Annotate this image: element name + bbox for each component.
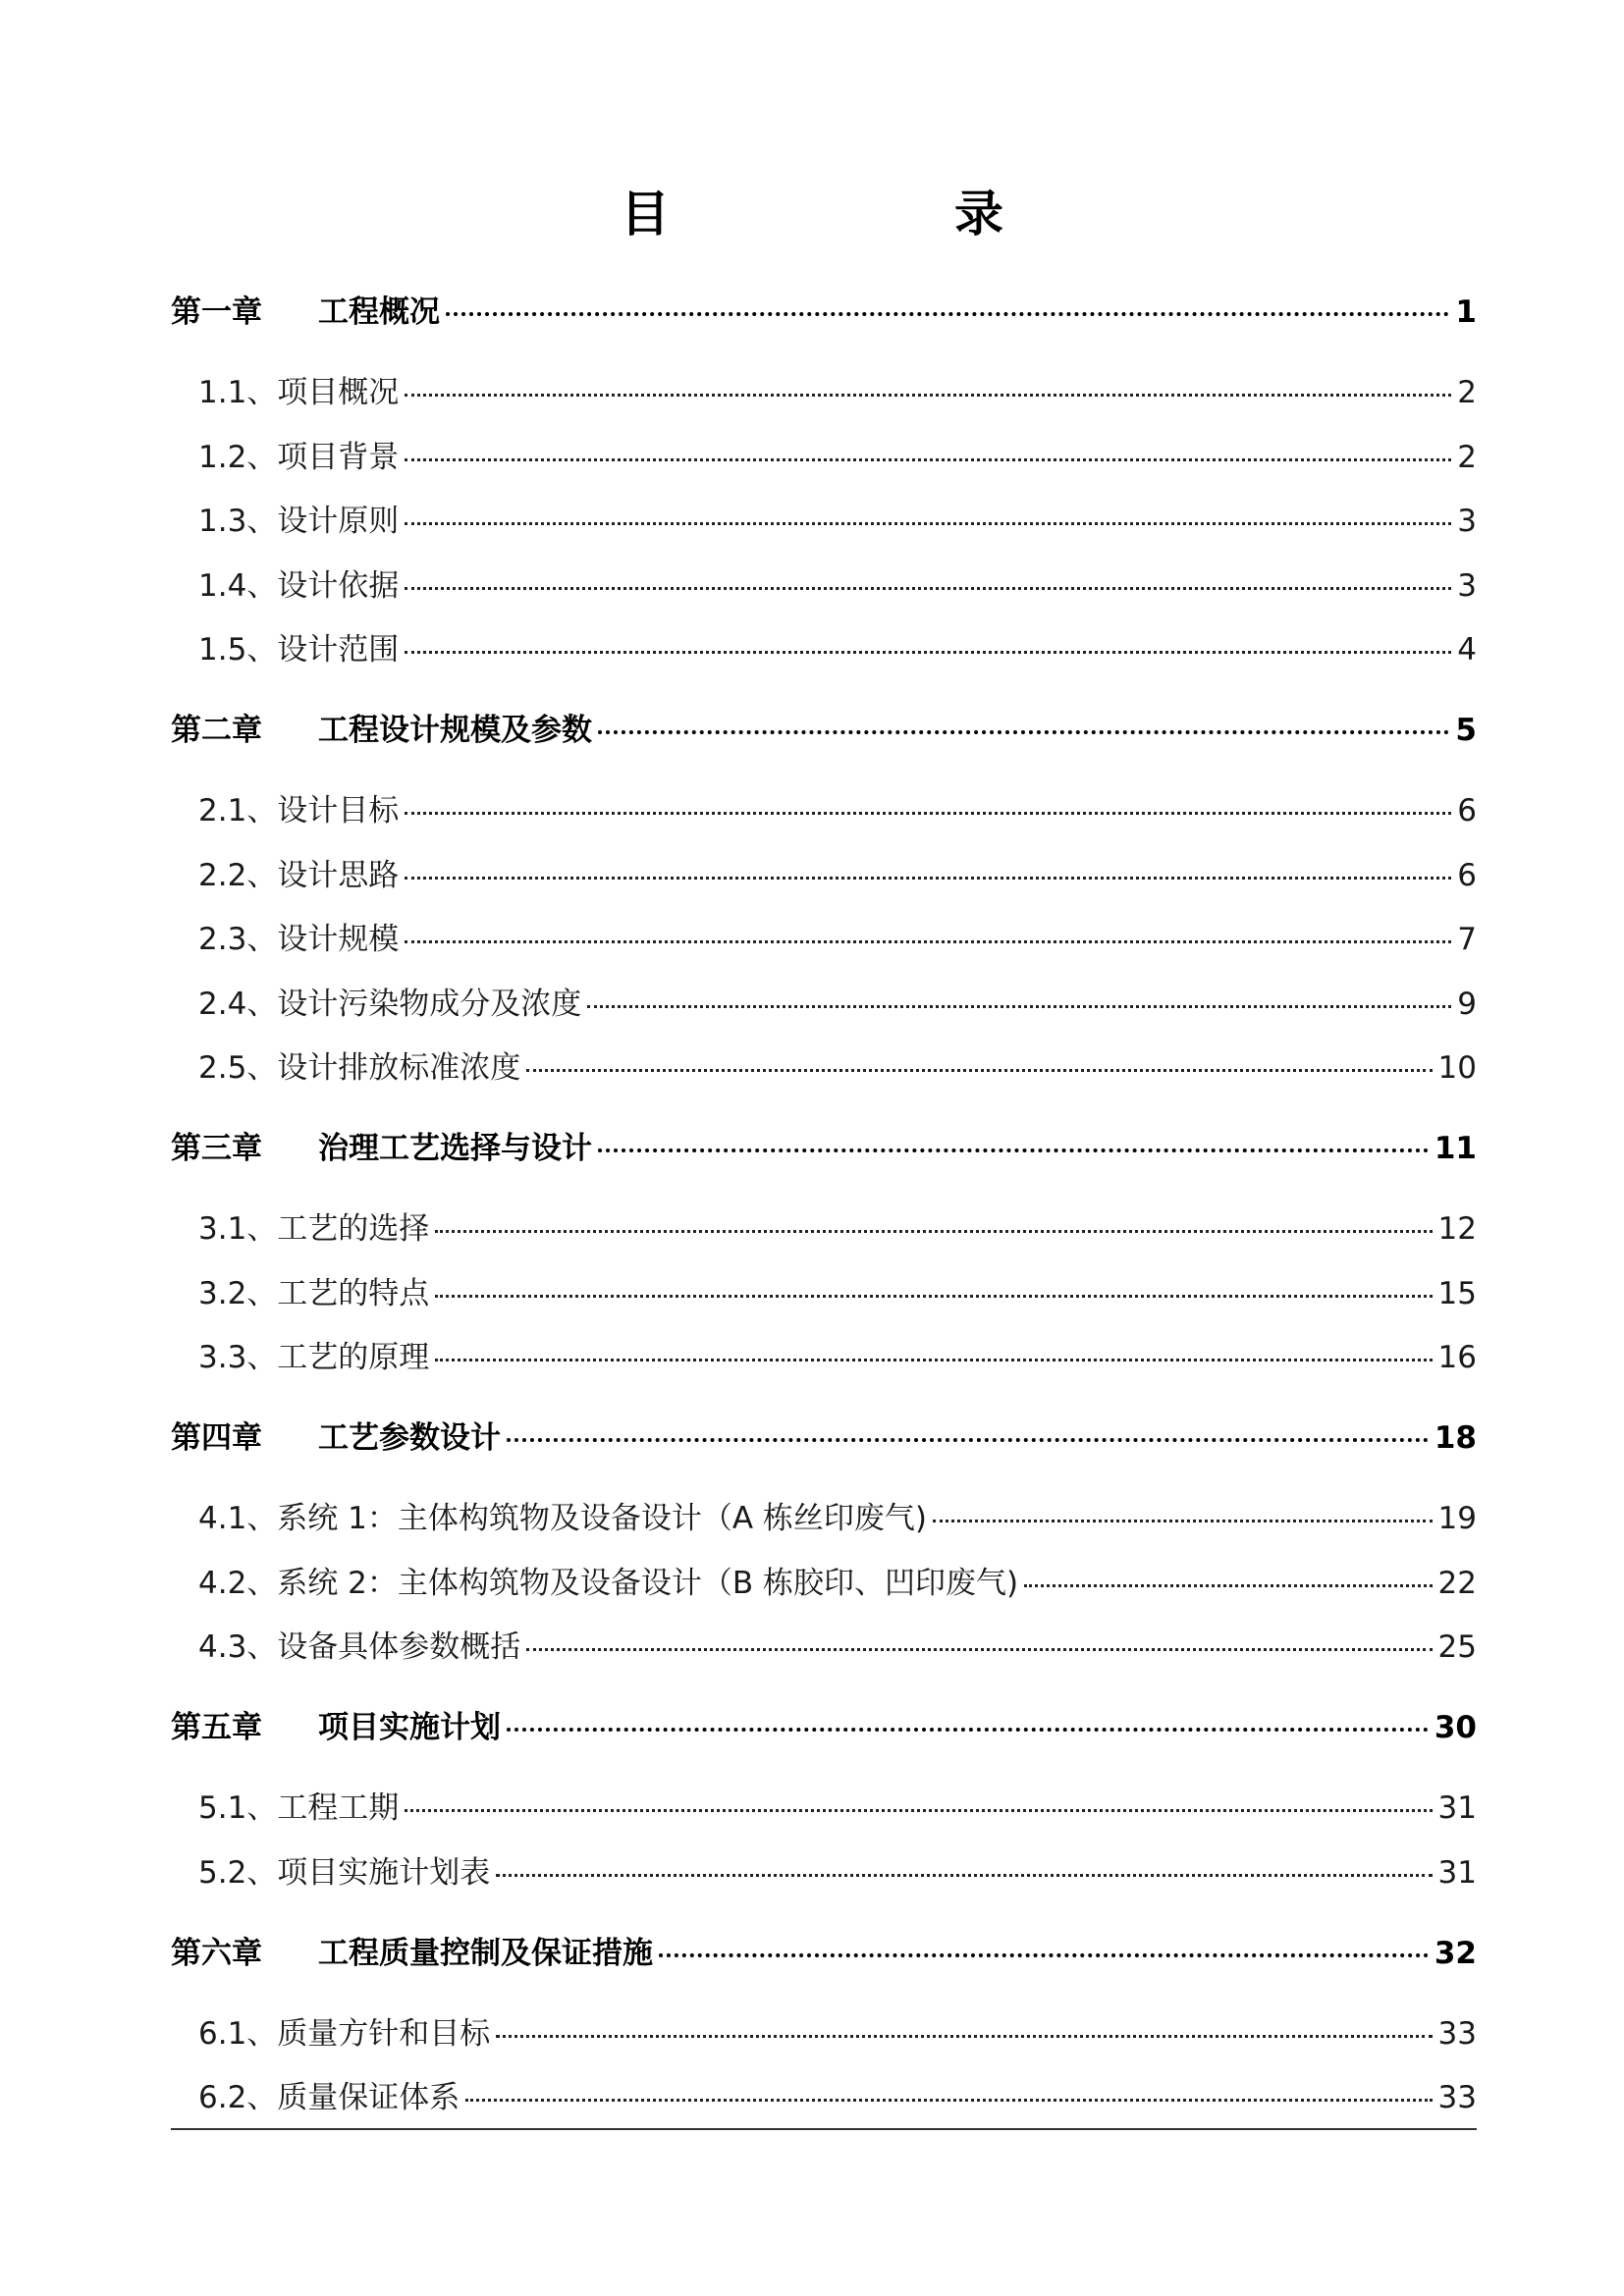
toc-page-number: 6 bbox=[1457, 857, 1477, 893]
toc-chapter-entry[interactable] bbox=[171, 705, 1477, 749]
toc-entry-label: 1.1、项目概况 bbox=[198, 375, 400, 410]
toc-entry-label: 4.2、系统 2：主体构筑物及设备设计（B 栋胶印、凹印废气) bbox=[198, 1565, 1019, 1601]
toc-page-number: 33 bbox=[1437, 2080, 1477, 2115]
toc-dot-leader bbox=[405, 877, 1451, 880]
toc-entry-label: 3.2、工艺的特点 bbox=[198, 1275, 430, 1311]
toc-section-entry[interactable] bbox=[171, 979, 1477, 1023]
toc-dot-leader bbox=[465, 2099, 1432, 2102]
toc-section-entry[interactable] bbox=[171, 1783, 1477, 1827]
toc-chapter-entry[interactable] bbox=[171, 287, 1477, 331]
toc-entry-label: 4.1、系统 1：主体构筑物及设备设计（A 栋丝印废气) bbox=[198, 1501, 928, 1536]
toc-chapter-entry[interactable] bbox=[171, 1928, 1477, 1972]
toc-page-number: 16 bbox=[1437, 1340, 1477, 1375]
toc-page-number: 4 bbox=[1457, 632, 1477, 667]
toc-section-entry[interactable] bbox=[171, 496, 1477, 540]
toc-dot-leader bbox=[435, 1295, 1432, 1298]
toc-chapter-entry[interactable] bbox=[171, 1123, 1477, 1167]
toc-entry-label: 1.3、设计原则 bbox=[198, 504, 400, 539]
toc-dot-leader bbox=[435, 1359, 1432, 1362]
toc-entry-label: 工程质量控制及保证措施 bbox=[318, 1935, 653, 1971]
toc-page-number: 10 bbox=[1437, 1050, 1477, 1086]
toc-section-entry[interactable] bbox=[171, 2072, 1477, 2116]
toc-entry-label: 2.4、设计污染物成分及浓度 bbox=[198, 986, 582, 1022]
toc-section-entry[interactable] bbox=[171, 1847, 1477, 1892]
toc-chapter-number: 第五章 bbox=[171, 1710, 262, 1745]
toc-dot-leader bbox=[405, 394, 1451, 397]
toc-entry-label: 项目实施计划 bbox=[318, 1710, 501, 1745]
toc-dot-leader bbox=[405, 812, 1451, 815]
toc-dot-leader bbox=[496, 1874, 1432, 1877]
toc-dot-leader bbox=[405, 522, 1451, 525]
toc-chapter-number: 第一章 bbox=[171, 294, 262, 330]
toc-dot-leader bbox=[598, 1148, 1429, 1152]
toc-page-number: 22 bbox=[1437, 1565, 1477, 1601]
toc-dot-leader bbox=[405, 1809, 1432, 1812]
toc-section-entry[interactable] bbox=[171, 1332, 1477, 1376]
toc-dot-leader bbox=[446, 312, 1449, 316]
toc-section-entry[interactable] bbox=[171, 850, 1477, 894]
toc-dot-leader bbox=[496, 2035, 1432, 2038]
toc-dot-leader bbox=[405, 587, 1451, 590]
toc-entry-label: 工程概况 bbox=[318, 294, 440, 330]
toc-section-entry[interactable] bbox=[171, 2008, 1477, 2053]
toc-page-number: 18 bbox=[1434, 1420, 1477, 1456]
toc-entry-label: 5.1、工程工期 bbox=[198, 1790, 400, 1826]
toc-page-number: 15 bbox=[1437, 1275, 1477, 1311]
toc-page-number: 12 bbox=[1437, 1211, 1477, 1247]
toc-section-entry[interactable] bbox=[171, 1493, 1477, 1537]
toc-entry-label: 2.1、设计目标 bbox=[198, 793, 400, 828]
toc-dot-leader bbox=[598, 730, 1449, 734]
toc-entry-label: 2.5、设计排放标准浓度 bbox=[198, 1050, 521, 1086]
toc-page-number: 30 bbox=[1434, 1710, 1477, 1745]
toc-section-entry[interactable] bbox=[171, 1042, 1477, 1087]
toc-dot-leader bbox=[405, 940, 1451, 943]
toc-entry-label: 工程设计规模及参数 bbox=[318, 713, 592, 748]
toc-page-number: 2 bbox=[1457, 439, 1477, 475]
toc-page-number: 19 bbox=[1437, 1501, 1477, 1536]
toc-dot-leader bbox=[507, 1728, 1429, 1732]
toc-page-number: 6 bbox=[1457, 793, 1477, 828]
toc-page-number: 32 bbox=[1434, 1935, 1477, 1971]
toc-entry-label: 6.1、质量方针和目标 bbox=[198, 2015, 491, 2052]
toc-entry-label: 工艺参数设计 bbox=[318, 1420, 501, 1456]
toc-section-entry[interactable] bbox=[171, 561, 1477, 605]
toc-section-entry[interactable] bbox=[171, 785, 1477, 829]
toc-entry-label: 6.2、质量保证体系 bbox=[198, 2080, 460, 2115]
toc-entry-label: 2.2、设计思路 bbox=[198, 857, 400, 893]
toc-dot-leader bbox=[933, 1520, 1433, 1522]
toc-dot-leader bbox=[435, 1230, 1432, 1233]
toc-section-entry[interactable] bbox=[171, 1558, 1477, 1602]
toc-entry-label: 5.2、项目实施计划表 bbox=[198, 1854, 491, 1891]
toc-section-entry[interactable] bbox=[171, 1622, 1477, 1666]
toc-page-number: 11 bbox=[1434, 1131, 1477, 1166]
toc-section-entry[interactable] bbox=[171, 914, 1477, 958]
toc-entry-label: 3.1、工艺的选择 bbox=[198, 1211, 430, 1247]
toc-chapter-number: 第四章 bbox=[171, 1420, 262, 1456]
toc-page-number: 9 bbox=[1457, 986, 1477, 1022]
toc-chapter-number: 第二章 bbox=[171, 713, 262, 748]
toc-entry-label: 4.3、设备具体参数概括 bbox=[198, 1629, 521, 1665]
toc-dot-leader bbox=[526, 1648, 1432, 1651]
toc-page-number: 3 bbox=[1457, 567, 1477, 604]
toc-entry-label: 1.4、设计依据 bbox=[198, 567, 400, 604]
toc-section-entry[interactable] bbox=[171, 367, 1477, 411]
toc-chapter-number: 第六章 bbox=[171, 1935, 262, 1971]
toc-chapter-entry[interactable] bbox=[171, 1702, 1477, 1746]
toc-dot-leader bbox=[659, 1953, 1429, 1957]
bottom-rule bbox=[171, 2128, 1477, 2130]
toc-section-entry[interactable] bbox=[171, 624, 1477, 668]
toc-page-number: 1 bbox=[1455, 294, 1477, 330]
toc-dot-leader bbox=[405, 458, 1451, 461]
page-title: 目 录 bbox=[621, 186, 1121, 242]
toc-page-number: 31 bbox=[1437, 1854, 1477, 1891]
toc-page-number: 25 bbox=[1437, 1629, 1477, 1665]
toc-page-number: 2 bbox=[1457, 375, 1477, 410]
toc-page-number: 5 bbox=[1455, 713, 1477, 748]
toc-dot-leader bbox=[526, 1069, 1432, 1072]
toc-page-number: 33 bbox=[1437, 2015, 1477, 2052]
toc-section-entry[interactable] bbox=[171, 1203, 1477, 1248]
toc-chapter-entry[interactable] bbox=[171, 1413, 1477, 1457]
toc-entry-label: 1.2、项目背景 bbox=[198, 439, 400, 475]
toc-entry-label: 治理工艺选择与设计 bbox=[318, 1131, 592, 1166]
toc-section-entry[interactable] bbox=[171, 1268, 1477, 1312]
toc-dot-leader bbox=[587, 1005, 1451, 1008]
toc-entry-label: 1.5、设计范围 bbox=[198, 632, 400, 667]
toc-dot-leader bbox=[405, 651, 1451, 654]
toc-entry-label: 3.3、工艺的原理 bbox=[198, 1340, 430, 1375]
toc-dot-leader bbox=[507, 1438, 1429, 1442]
toc-entry-label: 2.3、设计规模 bbox=[198, 922, 400, 957]
toc-page-number: 7 bbox=[1457, 922, 1477, 957]
toc-chapter-number: 第三章 bbox=[171, 1131, 262, 1166]
toc-dot-leader bbox=[1024, 1584, 1432, 1587]
toc-section-entry[interactable] bbox=[171, 432, 1477, 476]
toc-page-number: 31 bbox=[1437, 1790, 1477, 1826]
toc-page-number: 3 bbox=[1457, 504, 1477, 539]
